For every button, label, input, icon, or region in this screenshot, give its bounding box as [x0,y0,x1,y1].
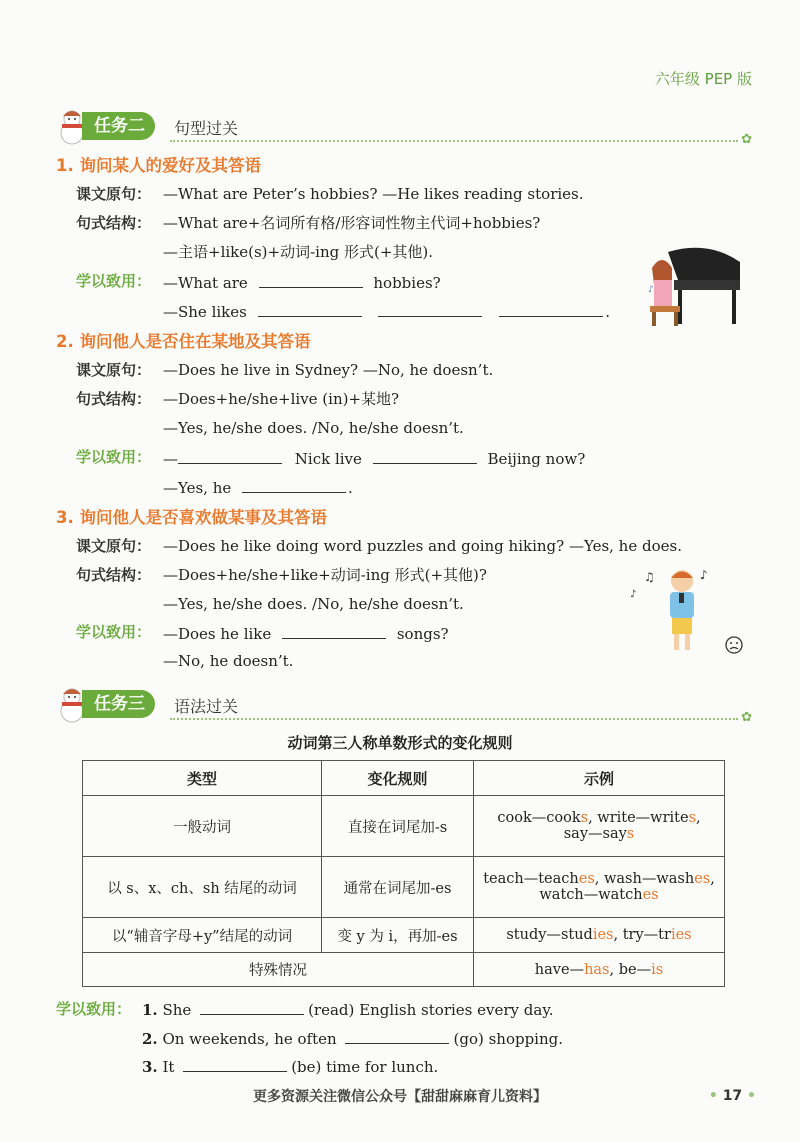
page-number: • 17 • [708,1088,756,1104]
answer-blank[interactable] [345,1027,449,1044]
task2-badge: 任务二 [82,112,155,140]
table-title: 动词第三人称单数形式的变化规则 [287,734,513,752]
flower-icon: ✿ [741,132,752,147]
section1-heading: 1. 询问某人的爱好及其答语 [56,156,261,175]
section1-p1a: —What are [163,274,248,292]
section3-original: —Does he like doing word puzzles and going hiking? —Yes, he does. [163,537,682,555]
section2-original: —Does he live in Sydney? —No, he doesn’t. [163,361,494,379]
task3-header [52,682,752,725]
section3-original-row [76,536,682,556]
task3-title: 语法过关 [174,697,239,716]
section1-original: —What are Peter’s hobbies? —He likes reading stories. [163,185,584,203]
section3-structure1: —Does+he/she+like+动词-ing 形式(+其他)? [163,566,487,584]
answer-blank[interactable] [499,300,603,317]
answer-blank[interactable] [258,300,362,317]
cell-type: 一般动词 [83,796,322,857]
section2-p1c: Beijing now? [487,450,586,468]
section2-p2a: —Yes, he [163,479,232,497]
section2-practice-row [76,447,586,468]
practice-label: 学以致用： [76,623,152,641]
answer-blank[interactable] [242,476,346,493]
cell-type: 以 s、x、ch、sh 结尾的动词 [83,857,322,918]
section1-structure-row [76,213,541,233]
cell-rule: 变 y 为 i，再加-es [322,918,474,953]
header-type: 类型 [83,761,322,796]
section1-structure2: —主语+like(s)+动词-ing 形式(+其他). [163,243,434,261]
original-label: 课文原句： [76,361,152,379]
cell-example: study—studies, try—tries [474,918,725,953]
cell-rule: 直接在词尾加-s [322,796,474,857]
svg-text:♪: ♪ [648,285,654,295]
section3-heading: 3. 询问他人是否喜欢做某事及其答语 [56,508,327,527]
original-label: 课文原句： [76,537,152,555]
section1-p1b: hobbies? [373,274,441,292]
table-row [83,796,725,857]
table-row [83,953,725,987]
flower-icon: ✿ [741,710,752,725]
section1-p2a: —She likes [163,303,247,321]
original-label: 课文原句： [76,185,152,203]
cell-rule: 通常在词尾加-es [322,857,474,918]
practice-q3: 3. It (be) time for lunch. [142,1055,438,1076]
section2-structure2: —Yes, he/she does. /No, he/she doesn’t. [163,419,464,437]
girl-piano-illustration [648,240,742,328]
section2-original-row [76,360,494,380]
section2-p1a: — [163,450,178,468]
header-example: 示例 [474,761,725,796]
structure-label: 句式结构： [76,566,152,584]
structure-label: 句式结构： [76,214,152,232]
answer-blank[interactable] [183,1055,287,1072]
answer-blank[interactable] [200,998,304,1015]
footer-text: 更多资源关注微信公众号【甜甜麻麻育儿资料】 [253,1089,547,1105]
boy-singing-illustration [630,565,750,657]
section2-p2end: . [348,479,353,497]
section2-structure-row [76,389,400,409]
answer-blank[interactable] [178,447,282,464]
svg-text:♫: ♫ [644,570,655,584]
header-rule: 变化规则 [322,761,474,796]
answer-blank[interactable] [373,447,477,464]
practice-q2: 2. On weekends, he often (go) shopping. [142,1027,563,1048]
section3-structure2: —Yes, he/she does. /No, he/she doesn’t. [163,595,464,613]
section1-practice-row [76,271,441,292]
task2-title: 句型过关 [174,119,239,138]
divider [170,140,738,142]
cell-type: 特殊情况 [83,953,474,987]
grade-label: 六年级 PEP 版 [654,70,752,88]
answer-blank[interactable] [378,300,482,317]
answer-blank[interactable] [259,271,363,288]
cell-type: 以“辅音字母+y”结尾的动词 [83,918,322,953]
section1-structure1: —What are+名词所有格/形容词性物主代词+hobbies? [163,214,541,232]
cell-example: cook—cooks, write—writes, say—says [474,796,725,857]
section3-structure-row [76,565,487,585]
section1-p2end: . [605,303,610,321]
section3-p1b: songs? [396,625,449,643]
section2-structure1: —Does+he/she+live (in)+某地? [163,390,400,408]
cell-example: have—has, be—is [474,953,725,987]
svg-text:♪: ♪ [630,589,637,600]
section2-p1b: Nick live [294,450,362,468]
practice-label: 学以致用： [76,448,152,466]
verb-rules-table [82,760,725,987]
table-header-row [83,761,725,796]
section2-heading: 2. 询问他人是否住在某地及其答语 [56,332,311,351]
section3-practice-row [76,622,449,643]
section3-p2: —No, he doesn’t. [163,652,294,670]
table-row [83,918,725,953]
task2-header [52,104,752,147]
task3-badge: 任务三 [82,690,155,718]
section1-original-row [76,184,584,204]
table-row [83,857,725,918]
cell-example: teach—teaches, wash—washes, watch—watches [474,857,725,918]
divider [170,718,738,720]
practice-label: 学以致用： [76,272,152,290]
practice-label: 学以致用： [56,1000,132,1018]
svg-text:♪: ♪ [700,568,708,582]
answer-blank[interactable] [282,622,386,639]
structure-label: 句式结构： [76,390,152,408]
practice-q1: 1. She (read) English stories every day. [142,998,554,1019]
section3-p1a: —Does he like [163,625,272,643]
